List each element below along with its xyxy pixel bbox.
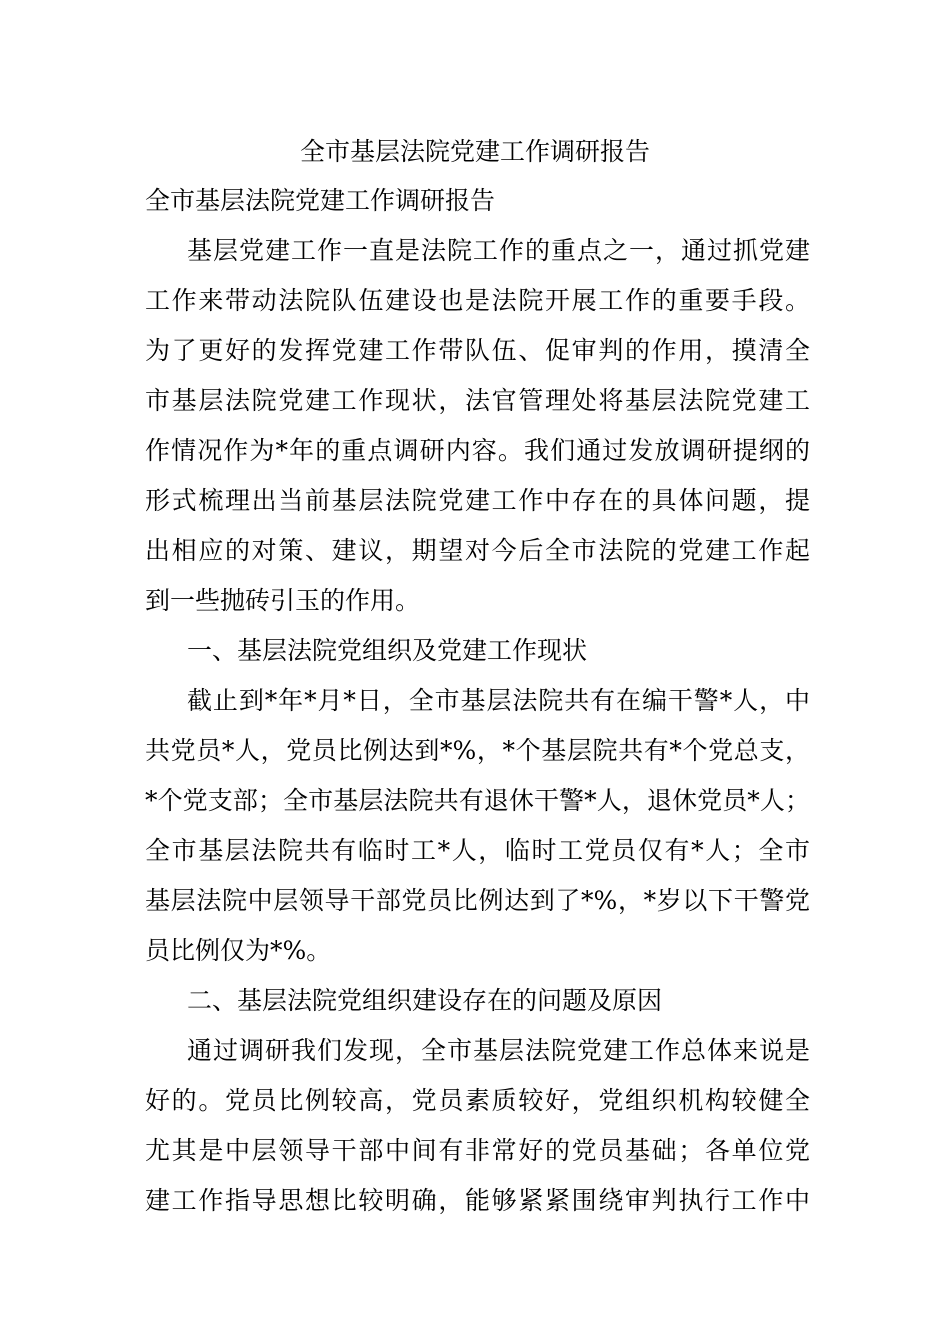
paragraph-line: 好的。党员比例较高，党员素质较好，党组织机构较健全 <box>145 1086 810 1115</box>
section-heading: 一、基层法院党组织及党建工作现状 <box>187 636 588 665</box>
paragraph-line: 基层党建工作一直是法院工作的重点之一，通过抓党建 <box>187 236 810 265</box>
paragraph-line: 为了更好的发挥党建工作带队伍、促审判的作用，摸清全 <box>145 336 810 365</box>
paragraph-line: 作情况作为*年的重点调研内容。我们通过发放调研提纲的 <box>145 436 810 465</box>
paragraph-line: 出相应的对策、建议，期望对今后全市法院的党建工作起 <box>145 536 810 565</box>
paragraph-line: 市基层法院党建工作现状，法官管理处将基层法院党建工 <box>145 386 810 415</box>
paragraph-line: 全市基层法院共有临时工*人，临时工党员仅有*人；全市 <box>145 836 810 865</box>
paragraph-line: 员比例仅为*%。 <box>145 936 332 965</box>
section-heading: 二、基层法院党组织建设存在的问题及原因 <box>187 986 663 1015</box>
document-title: 全市基层法院党建工作调研报告 <box>299 137 650 166</box>
paragraph-line: 截止到*年*月*日，全市基层法院共有在编干警*人，中 <box>187 686 810 715</box>
paragraph-line: 建工作指导思想比较明确，能够紧紧围绕审判执行工作中 <box>145 1186 810 1215</box>
paragraph-line: 尤其是中层领导干部中间有非常好的党员基础；各单位党 <box>145 1136 810 1165</box>
paragraph-line: 共党员*人，党员比例达到*%，*个基层院共有*个党总支， <box>145 736 810 765</box>
paragraph-line: *个党支部；全市基层法院共有退休干警*人，退休党员*人； <box>145 786 810 815</box>
paragraph-line: 到一些抛砖引玉的作用。 <box>145 586 421 615</box>
paragraph-line: 工作来带动法院队伍建设也是法院开展工作的重要手段。 <box>145 286 810 315</box>
paragraph-line: 基层法院中层领导干部党员比例达到了*%，*岁以下干警党 <box>145 886 810 915</box>
document-subtitle: 全市基层法院党建工作调研报告 <box>145 186 496 215</box>
paragraph-line: 通过调研我们发现，全市基层法院党建工作总体来说是 <box>187 1036 810 1065</box>
paragraph-line: 形式梳理出当前基层法院党建工作中存在的具体问题，提 <box>145 486 810 515</box>
document-body <box>145 231 810 1231</box>
